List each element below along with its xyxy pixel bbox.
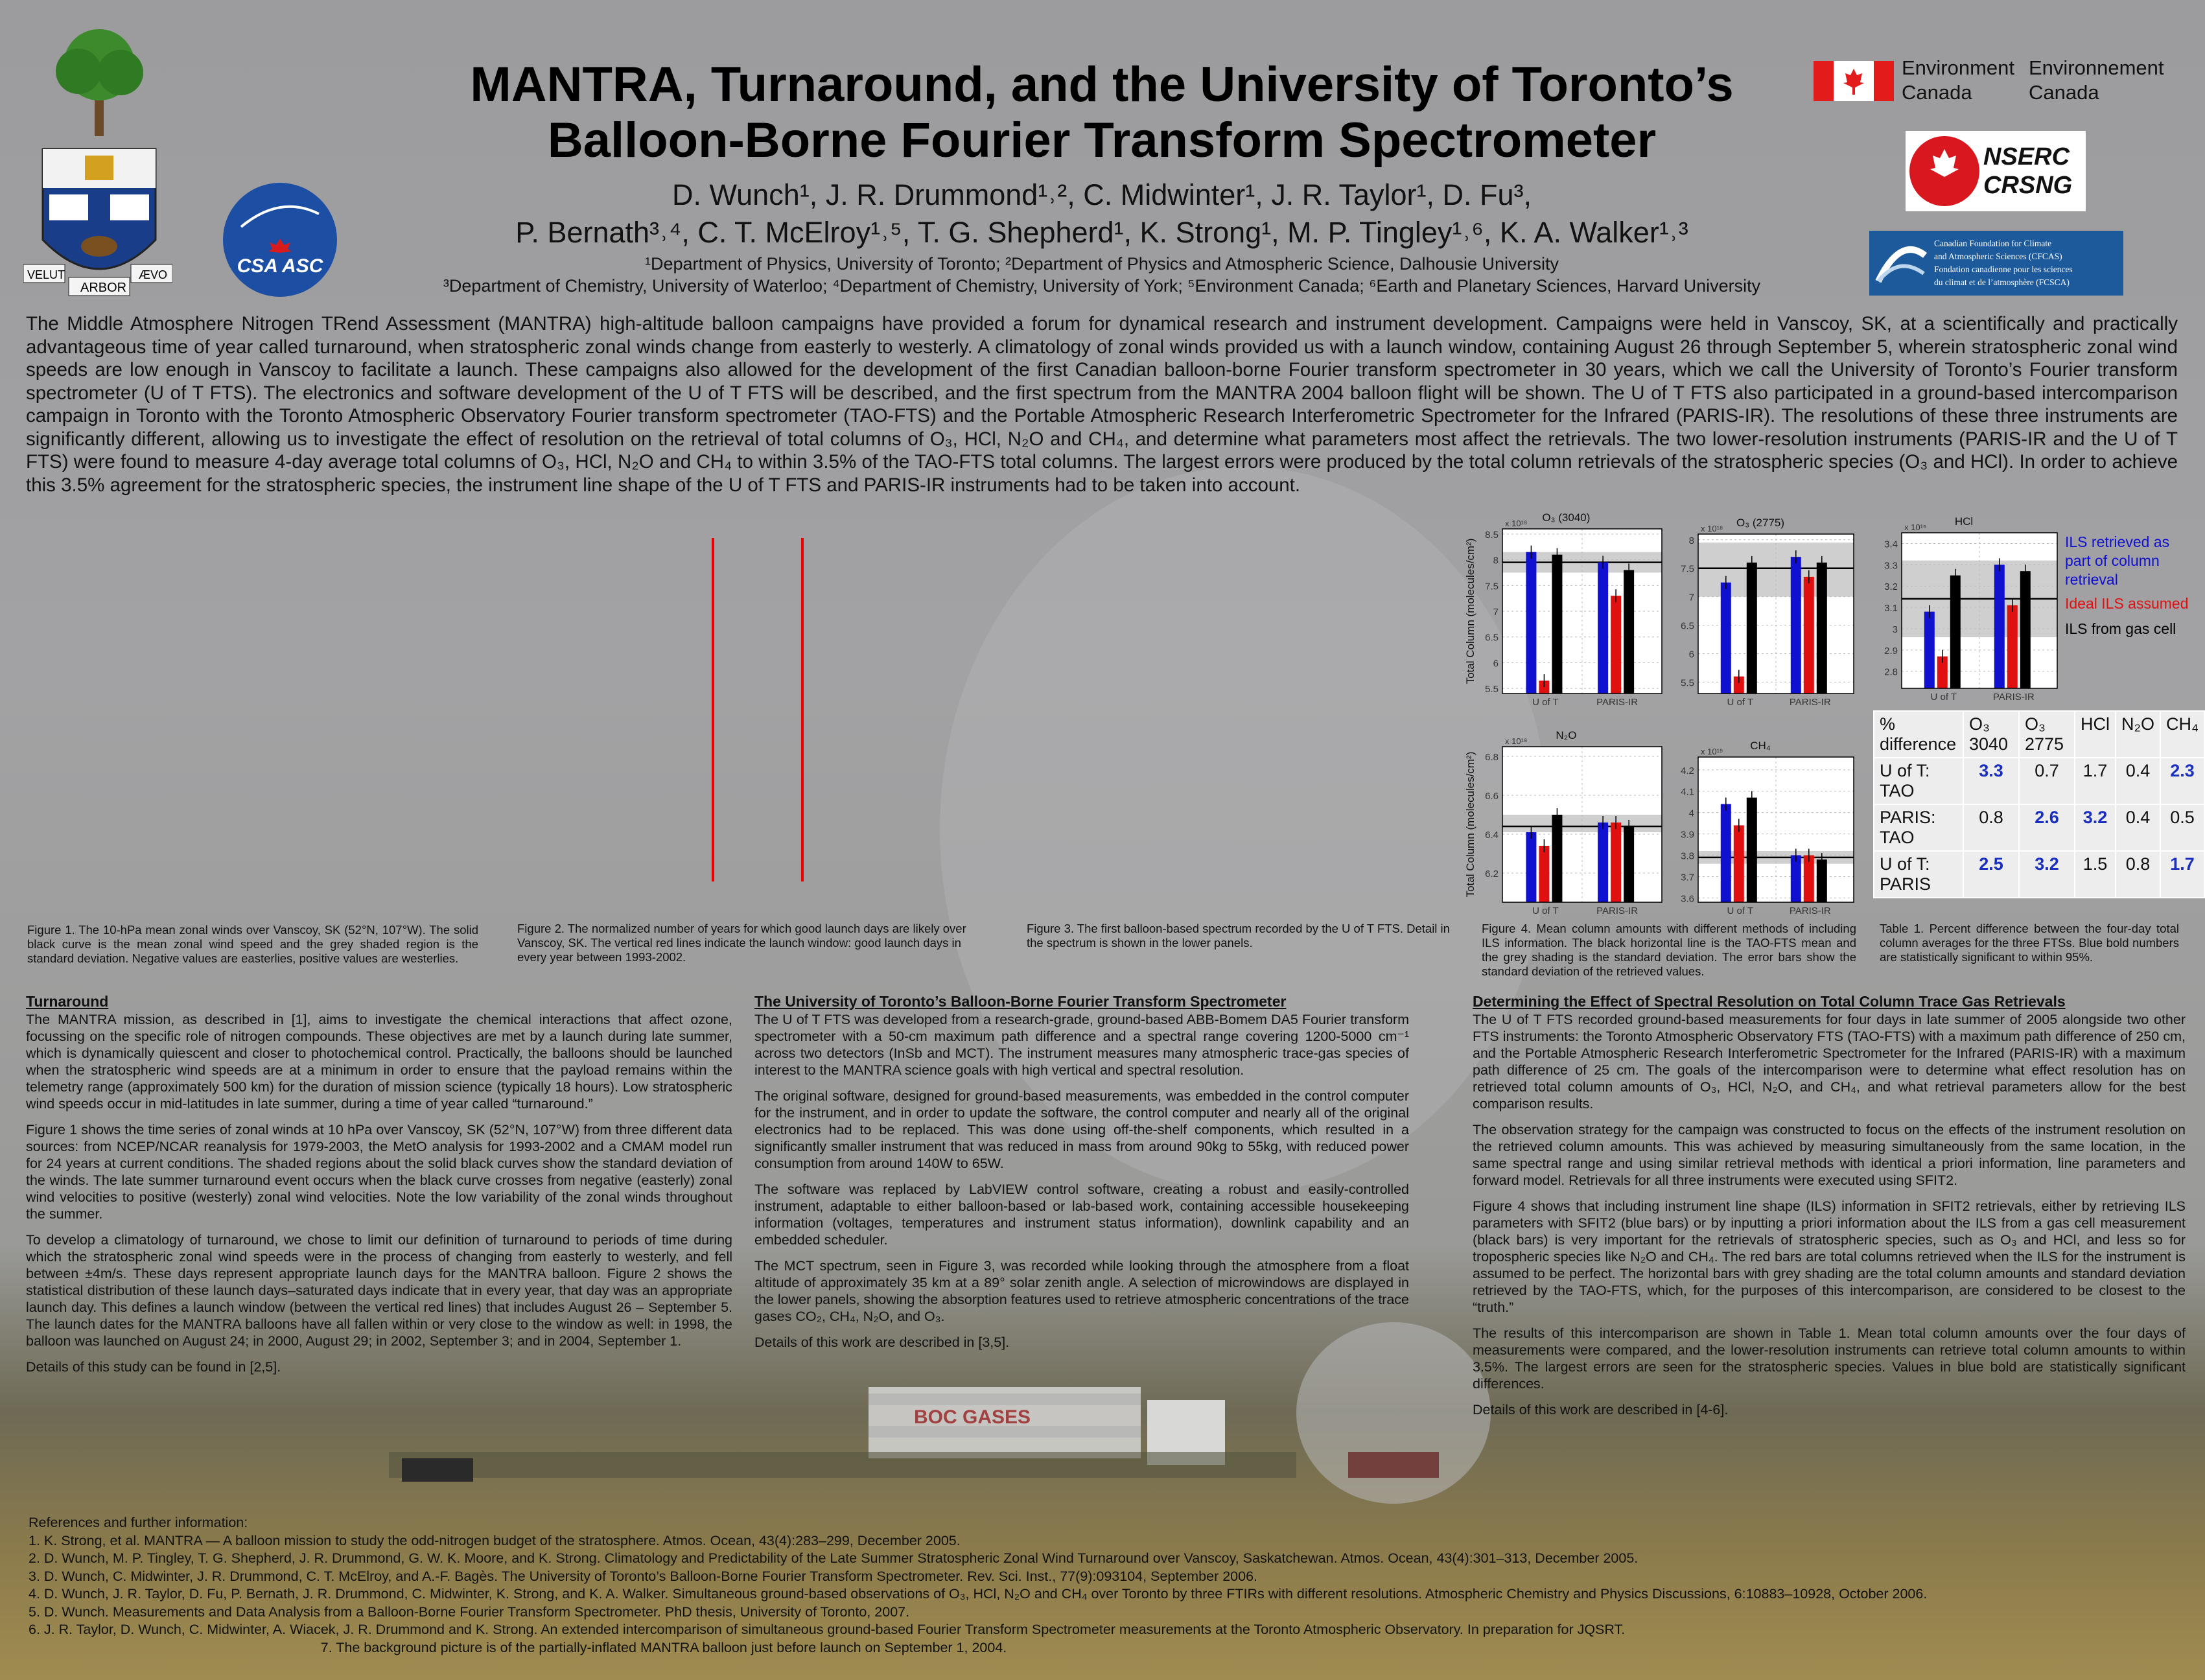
y-tick-label: 3.6 bbox=[1681, 893, 1694, 905]
figure-2-caption: Figure 2. The normalized number of years for which good launch days are likely over Vanscoy, SK. The vertical red lines indicate the launch window: good launch days in every year between 1993-2002. bbox=[517, 922, 966, 964]
environment-canada-logo bbox=[1814, 56, 2176, 114]
section-spectral-resolution bbox=[1473, 993, 2186, 1427]
y-tick-label: 3.7 bbox=[1681, 872, 1694, 883]
section-uoft-fts bbox=[754, 993, 1409, 1360]
table-row bbox=[1874, 758, 2204, 804]
table-cell: 1.5 bbox=[2075, 851, 2116, 898]
y-tick-label: 6.6 bbox=[1485, 791, 1499, 802]
table-row-label: PARIS: TAO bbox=[1874, 804, 1963, 851]
cfcas-line-1: Canadian Foundation for Climate bbox=[1934, 239, 2052, 248]
spectral-para-2: The observation strategy for the campaign was constructed to focus on the effects of the instrument resolution on the retrieved column amounts. This was achieved by measuring simultaneously from the same location, in the same spectral range and using similar retrieval methods with identical a priori information, line parameters and forward model. Retrievals for all three instruments were executed using SFIT2. bbox=[1473, 1122, 2186, 1188]
chart-title: O₃ (2775) bbox=[1736, 517, 1785, 529]
y-tick-label: 8 bbox=[1688, 535, 1694, 546]
y-tick-label: 2.9 bbox=[1884, 645, 1898, 657]
table-header-cell: N₂O bbox=[2116, 711, 2160, 758]
figure-1-caption: Figure 1. The 10-hPa mean zonal winds over Vanscoy, SK (52°N, 107°W). The solid black curve is the mean zonal wind speed and the grey shaded region is the standard deviation. Negative values are easterlies, positive values are westerlies. bbox=[27, 923, 478, 965]
turnaround-para-4: Details of this study can be found in [2,5]. bbox=[26, 1359, 281, 1375]
table-cell: 0.7 bbox=[2019, 758, 2075, 804]
y-tick-label: 6 bbox=[1688, 649, 1694, 660]
cfcas-line-4: du climat et de l’atmosphère (FCSCA) bbox=[1934, 277, 2070, 287]
table-cell: 3.2 bbox=[2019, 851, 2075, 898]
reference-2: 2. D. Wunch, M. P. Tingley, T. G. Shepherd, J. R. Drummond, G. W. K. Moore, and K. Strong. Climatology and Predictability of the Late Summer Stratospheric Zonal Wind Turnaround over Vanscoy, Saskatchewan. Atmos. Ocean, 43(4):301–313, December 2005. bbox=[29, 1550, 1639, 1566]
table-cell: 3.2 bbox=[2075, 804, 2116, 851]
table-cell: 0.8 bbox=[2116, 851, 2160, 898]
y-tick-label: 3.1 bbox=[1884, 603, 1898, 614]
y-tick-label: 8.5 bbox=[1485, 529, 1499, 541]
y-multiplier: x 10¹⁸ bbox=[1505, 519, 1528, 528]
y-multiplier: x 10¹⁸ bbox=[1701, 524, 1723, 533]
y-multiplier: x 10¹⁸ bbox=[1505, 736, 1528, 746]
table-header-cell: O₃ 3040 bbox=[1963, 711, 2019, 758]
uoft-para-4: The MCT spectrum, seen in Figure 3, was recorded while looking through the atmosphere from a float altitude of approximately 35 km at a 89° solar zenith angle. A selection of microwindows are displayed in the lower panels, showing the absorption features used to retrieve atmospheric concentrations of the trace gases CO₂, CH₄, N₂O, and O₃. bbox=[754, 1258, 1409, 1324]
poster-title bbox=[363, 57, 1841, 169]
spectral-para-3: Figure 4 shows that including instrument line shape (ILS) information in SFIT2 retrievals, either by retrieving ILS parameters with SFIT2 (blue bars) or by inputting a priori information about the ILS from a gas cell measurement (black bars) is very important for the retrievals of stratospheric species, such as O₃ and HCl, and less so for tropospheric species like N₂O and CH₄. The red bars are total columns retrieved when the ILS for the instrument is assumed to be perfect. The horizontal bars with grey shading are the total column amounts and standard deviation retrieved by the TAO-FTS, which, for the purposes of this intercomparison, are considered to be closest to the “truth.” bbox=[1473, 1198, 2186, 1315]
legend-black: ILS from gas cell bbox=[2065, 620, 2176, 637]
turnaround-para-1: The MANTRA mission, as described in [1], aims to investigate the chemical interactions that affect ozone, focussing on the specific role of nitrogen compounds. These objectives are met by a launch during late summer, which is dynamically quiescent and closer to photochemical control. Practically, the balloons should be launched when the stratospheric wind speeds are at a minimum in order to ensure that the payload remains within the telemetry range (approximately 500 km) for the duration of mission science (typically 18 hours). Low stratospheric wind speeds occur in mid-latitudes in late summer, during a time of year called “turnaround.” bbox=[26, 1012, 732, 1112]
reference-6: 6. J. R. Taylor, D. Wunch, C. Midwinter, A. Wiacek, J. R. Drummond and K. Strong. An extended intercomparison of simultaneous ground-based Fourier Transform Spectrometer measurements at the Toronto Atmospheric Observatory. In preparation for JQSRT. bbox=[29, 1622, 1626, 1637]
table-1-caption: Table 1. Percent difference between the four-day total column averages for the three FTSs. Blue bold numbers are statistically significant to within 95%. bbox=[1880, 922, 2179, 964]
y-tick-label: 3.3 bbox=[1884, 560, 1898, 572]
uoft-para-3: The software was replaced by LabVIEW control software, creating a robust and easily-controlled instrument, adaptable to either balloon-based or lab-based work, containing accessible housekeeping information (voltages, temperatures and instrument status information), downlink capability and an embedded scheduler. bbox=[754, 1182, 1409, 1248]
y-axis-label: Total Column (molecules/cm²) bbox=[1464, 751, 1476, 898]
x-tick-label: U of T bbox=[1727, 905, 1754, 916]
y-tick-label: 6 bbox=[1493, 658, 1499, 670]
spectral-para-4: The results of this intercomparison are shown in Table 1. Mean total column amounts over the four days of measurements were compared, and the lower-resolution instruments can retrieve total column amounts to within 3.5%. The largest errors are seen for the stratospheric species. Values in blue bold are statistically significant differences. bbox=[1473, 1325, 2186, 1392]
legend-blue: ILS retrieved as part of column retrieval bbox=[2065, 533, 2170, 588]
affil-line-1: ¹Department of Physics, University of Toronto; ²Department of Physics and Atmospheric Science, Dalhousie University bbox=[644, 254, 1559, 274]
table-cell: 2.3 bbox=[2160, 758, 2204, 804]
turnaround-heading: Turnaround bbox=[26, 993, 109, 1010]
csa-text: CSA ASC bbox=[237, 255, 323, 277]
reference-3: 3. D. Wunch, C. Midwinter, J. R. Drummond, C. T. McElroy, and A.-F. Bagès. The University of Toronto’s Balloon-Borne Fourier Transform Spectrometer. Rev. Sci. Inst., 77(9):093104, September 2006. bbox=[29, 1568, 1257, 1584]
launch-window-line-left bbox=[712, 538, 714, 881]
chart-legend bbox=[2065, 533, 2195, 638]
y-tick-label: 8 bbox=[1493, 555, 1499, 566]
table-cell: 0.4 bbox=[2116, 758, 2160, 804]
reference-4: 4. D. Wunch, J. R. Taylor, D. Fu, P. Bernath, J. R. Drummond, C. Midwinter, K. Strong, and K. A. Walker. Simultaneous ground-based observations of O₃, HCl, N₂O and CH₄ over Toronto by three FTIRs with different resolutions. Atmospheric Chemistry and Physics Discussions, 6:10883–10928, October 2006. bbox=[29, 1586, 1928, 1602]
env-fr-1: Environnement bbox=[2029, 56, 2164, 79]
x-tick-label: U of T bbox=[1930, 692, 1957, 703]
spectral-para-1: The U of T FTS recorded ground-based measurements for four days in late summer of 2005 alongside two other FTS instruments: the Toronto Atmospheric Observatory FTS (TAO-FTS) with a maximum path difference of 250 cm, and the Portable Atmospheric Research Interferometric Spectrometer for the Infrared (PARIS-IR) with a maximum path difference of 25 cm. The goals of the intercomparison were to determine what effect resolution has on retrieved total column amounts of O₃, HCl, N₂O, and CH₄, and what retrieval parameters allow for the best comparison results. bbox=[1473, 1012, 2186, 1112]
table-cell: 2.6 bbox=[2019, 804, 2075, 851]
y-tick-label: 4.1 bbox=[1681, 786, 1694, 798]
uoft-para-5: Details of this work are described in [3,5]. bbox=[754, 1335, 1010, 1350]
y-tick-label: 7.5 bbox=[1681, 563, 1694, 575]
figure-4-caption: Figure 4. Mean column amounts with different methods of including ILS information. The black horizontal line is the TAO-FTS mean and the grey shading is the standard deviation. The error bars show the standard deviation of the retrieved values. bbox=[1482, 922, 1856, 978]
cfcas-line-2: and Atmospheric Sciences (CFCAS) bbox=[1934, 251, 2062, 261]
cfcas-line-3: Fondation canadienne pour les sciences bbox=[1934, 264, 2073, 274]
env-fr-2: Canada bbox=[2029, 81, 2099, 104]
legend-red: Ideal ILS assumed bbox=[2065, 595, 2189, 612]
chart-title: O₃ (3040) bbox=[1542, 511, 1591, 524]
y-multiplier: x 10¹⁹ bbox=[1701, 747, 1723, 756]
table-row-label: U of T: PARIS bbox=[1874, 851, 1963, 898]
motto-right: ÆVO bbox=[139, 268, 168, 281]
y-tick-label: 3.8 bbox=[1681, 850, 1694, 862]
spectral-para-5: Details of this work are described in [4-6]. bbox=[1473, 1402, 1729, 1418]
title-line-1: MANTRA, Turnaround, and the University of Toronto’s bbox=[470, 57, 1734, 112]
crsng-text: CRSNG bbox=[1983, 172, 2073, 199]
y-tick-label: 7 bbox=[1493, 607, 1499, 618]
uoft-crest-logo bbox=[23, 26, 172, 298]
y-tick-label: 6.5 bbox=[1485, 632, 1499, 644]
x-tick-label: PARIS-IR bbox=[1992, 692, 2035, 703]
y-tick-label: 2.8 bbox=[1884, 666, 1898, 678]
y-tick-label: 3.9 bbox=[1681, 829, 1694, 841]
uoft-para-1: The U of T FTS was developed from a research-grade, ground-based ABB-Bomem DA5 Fourier transform spectrometer with a 50-cm maximum path difference and a spectral range covering 1200-5000 cm⁻¹ across two detectors (InSb and MCT). The instrument measures many atmospheric trace-gas species of interest to the MANTRA science goals with high vertical and spectral resolution. bbox=[754, 1012, 1409, 1078]
references-heading: References and further information: bbox=[29, 1515, 248, 1530]
env-en-2: Canada bbox=[1902, 81, 1972, 104]
y-tick-label: 3.4 bbox=[1884, 539, 1898, 550]
y-tick-label: 6.4 bbox=[1485, 830, 1499, 841]
y-tick-label: 4.2 bbox=[1681, 765, 1694, 776]
spectral-heading: Determining the Effect of Spectral Resolution on Total Column Trace Gas Retrievals bbox=[1473, 993, 2066, 1010]
table-1 bbox=[1873, 710, 2205, 898]
title-line-2: Balloon-Borne Fourier Transform Spectrometer bbox=[547, 113, 1657, 168]
figure-3-caption: Figure 3. The first balloon-based spectrum recorded by the U of T FTS. Detail in the spectrum is shown in the lower panels. bbox=[1027, 922, 1450, 950]
y-axis-label: Total Column (molecules/cm²) bbox=[1464, 538, 1476, 684]
abstract: The Middle Atmosphere Nitrogen TRend Assessment (MANTRA) high-altitude balloon campaigns have provided a forum for dynamical research and instrument development. Campaigns were held in Vanscoy, SK, at a scientifically and practically advantageous time of year called turnaround, when stratospheric zonal winds change from easterly to westerly. A climatology of zonal winds provided us with a launch window, containing August 26 through September 5, wherein stratospheric zonal wind speeds are low enough in Vanscoy to facilitate a launch. These campaigns also allowed for the development of the first Canadian balloon-borne Fourier transform spectrometer in 30 years, which we call the University of Toronto’s Fourier transform spectrometer (U of T FTS). The electronics and software development of the U of T FTS will be described, and the first spectrum from the MANTRA 2004 balloon flight will be shown. The U of T FTS also participated in a ground-based intercomparison campaign in Toronto with the Toronto Atmospheric Observatory Fourier transform spectrometer (TAO-FTS) and the Portable Atmospheric Research Interferometric Spectrometer for the Infrared (PARIS-IR). The resolutions of these three instruments are significantly different, allowing us to investigate the effect of resolution on the retrieval of total columns of O₃, HCl, N₂O and CH₄, and determine what parameters most affect the retrievals. The two lower-resolution instruments (PARIS-IR and the U of T FTS) were found to measure 4-day average total columns of O₃, HCl, N₂O and CH₄ to within 3.5% of the TAO-FTS total columns. The largest errors were produced by the total column retrievals of the stratospheric species (O₃ and HCl). In order to achieve this 3.5% agreement for the stratospheric species, the instrument line shape of the U of T FTS and PARIS-IR instruments had to be taken into account. bbox=[26, 313, 2178, 496]
turnaround-para-2: Figure 1 shows the time series of zonal winds at 10 hPa over Vanscoy, SK (52°N, 107°W) from three different data sources: from NCEP/NCAR reanalysis for 1979-2003, the MetO analysis for 1993-2002 and a CMAM model run for 24 years at current conditions. The shaded regions about the solid black curves show the standard deviation of the winds. The late summer turnaround event occurs when the black curve crosses from negative (easterly) zonal wind velocities to positive (westerly) zonal wind velocities. Note the low variability of the zonal winds throughout the summer. bbox=[26, 1122, 732, 1222]
x-tick-label: PARIS-IR bbox=[1596, 697, 1639, 708]
authors-line-1: D. Wunch¹, J. R. Drummond¹˒², C. Midwinter¹, J. R. Taylor¹, D. Fu³, bbox=[671, 178, 1532, 211]
y-tick-label: 6.2 bbox=[1485, 869, 1499, 880]
reference-note: 7. The background picture is of the partially-inflated MANTRA balloon just before launch on September 1, 2004. bbox=[320, 1639, 1007, 1655]
nserc-logo bbox=[1906, 131, 2086, 211]
reference-5: 5. D. Wunch. Measurements and Data Analysis from a Balloon-Borne Fourier Transform Spectrometer. PhD thesis, University of Toronto, 2007. bbox=[29, 1604, 910, 1620]
x-tick-label: U of T bbox=[1532, 905, 1559, 916]
chart-title: N₂O bbox=[1556, 729, 1577, 741]
y-tick-label: 6.8 bbox=[1485, 752, 1499, 763]
chart-title: HCl bbox=[1954, 515, 1974, 528]
x-tick-label: U of T bbox=[1727, 697, 1754, 708]
author-list bbox=[363, 176, 1841, 251]
table-cell: 3.3 bbox=[1963, 758, 2019, 804]
turnaround-para-3: To develop a climatology of turnaround, we chose to limit our definition of turnaround to periods of time during which the stratospheric zonal wind speeds were in the process of changing from easterly to westerly, and fell between ±4m/s. These days represent appropriate launch days for the MANTRA balloon. Figure 2 shows the statistical distribution of these launch days–saturated days indicate that in every year, that day was an appropriate launch day. This defines a launch window (between the vertical red lines) that includes August 26 – September 5. The launch dates for the MANTRA balloons have all fallen within or very close to the window as well: in 1998, the balloon was launched on August 24; in 2000, August 29; in 2002, September 3; and in 2004, September 1. bbox=[26, 1232, 732, 1349]
uoft-heading: The University of Toronto’s Balloon-Borne Fourier Transform Spectrometer bbox=[754, 993, 1287, 1010]
motto-bottom: ARBOR bbox=[80, 281, 127, 295]
table-row bbox=[1874, 851, 2204, 898]
references bbox=[29, 1514, 2167, 1657]
section-turnaround bbox=[26, 993, 732, 1384]
y-tick-label: 5.5 bbox=[1485, 684, 1499, 695]
truck-text: BOC GASES bbox=[914, 1406, 1031, 1428]
table-row bbox=[1874, 804, 2204, 851]
y-tick-label: 7 bbox=[1688, 592, 1694, 603]
table-cell: 1.7 bbox=[2160, 851, 2204, 898]
x-tick-label: PARIS-IR bbox=[1789, 905, 1831, 916]
table-cell: 0.4 bbox=[2116, 804, 2160, 851]
motto-left: VELUT bbox=[27, 268, 65, 281]
y-tick-label: 4 bbox=[1688, 808, 1694, 819]
affiliations bbox=[272, 253, 1931, 297]
table-header-label: % difference bbox=[1874, 711, 1963, 758]
table-cell: 2.5 bbox=[1963, 851, 2019, 898]
chart-title: CH₄ bbox=[1750, 740, 1771, 752]
table-row-label: U of T: TAO bbox=[1874, 758, 1963, 804]
table-cell: 0.5 bbox=[2160, 804, 2204, 851]
table-cell: 1.7 bbox=[2075, 758, 2116, 804]
affil-line-2: ³Department of Chemistry, University of Waterloo; ⁴Department of Chemistry, University of York; ⁵Environment Canada; ⁶Earth and Planetary Sciences, Harvard University bbox=[443, 276, 1761, 296]
table-header-cell: O₃ 2775 bbox=[2019, 711, 2075, 758]
y-tick-label: 3.2 bbox=[1884, 581, 1898, 593]
launch-window-line-right bbox=[801, 538, 804, 881]
table-header-cell: CH₄ bbox=[2160, 711, 2204, 758]
x-tick-label: U of T bbox=[1532, 697, 1559, 708]
y-tick-label: 7.5 bbox=[1485, 581, 1499, 592]
y-multiplier: x 10¹⁵ bbox=[1904, 522, 1927, 532]
x-tick-label: PARIS-IR bbox=[1789, 697, 1831, 708]
y-tick-label: 3 bbox=[1892, 624, 1898, 635]
env-en-1: Environment bbox=[1902, 56, 2015, 79]
reference-1: 1. K. Strong, et al. MANTRA — A balloon mission to study the odd-nitrogen budget of the stratosphere. Atmos. Ocean, 43(4):283–299, December 2005. bbox=[29, 1532, 961, 1548]
x-tick-label: PARIS-IR bbox=[1596, 905, 1639, 916]
y-tick-label: 6.5 bbox=[1681, 620, 1694, 632]
authors-line-2: P. Bernath³˒⁴, C. T. McElroy¹˒⁵, T. G. Shepherd¹, K. Strong¹, M. P. Tingley¹˒⁶, K. A. Walker¹˒³ bbox=[515, 216, 1688, 249]
y-tick-label: 5.5 bbox=[1681, 677, 1694, 689]
table-header-cell: HCl bbox=[2075, 711, 2116, 758]
table-cell: 0.8 bbox=[1963, 804, 2019, 851]
nserc-text: NSERC bbox=[1983, 143, 2070, 170]
uoft-para-2: The original software, designed for ground-based measurements, was embedded in the control computer for the instrument, and in order to update the software, the control computer and nearly all of the original electronics had to be replaced. This was done using off-the-shelf components, which resulted in a significantly smaller instrument that was reduced in mass from around 90kg to 55kg, with reduced power consumption from around 140W to 65W. bbox=[754, 1088, 1409, 1171]
